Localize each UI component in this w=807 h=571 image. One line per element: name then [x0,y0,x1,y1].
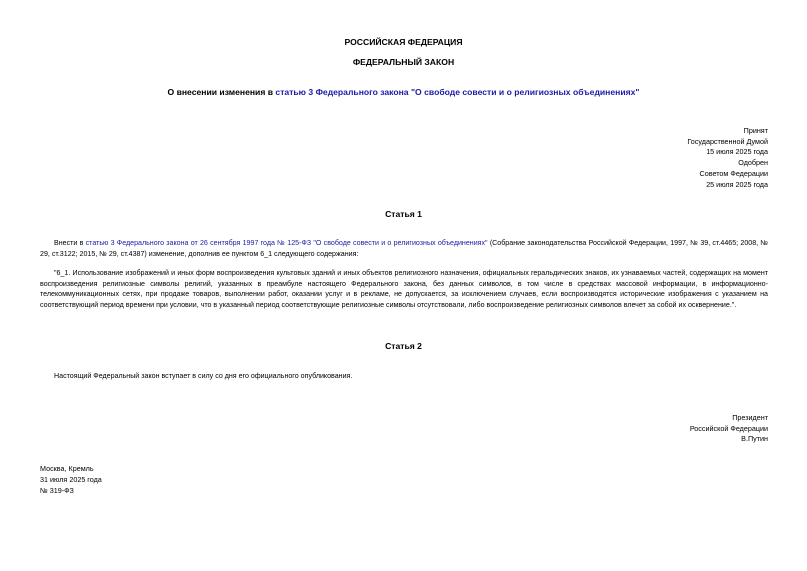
article2-text: Настоящий Федеральный закон вступает в силу со дня его официального опубликования. [54,372,353,380]
place-line: № 319-ФЗ [40,485,74,495]
article1-link[interactable]: статью 3 Федерального закона от 26 сентября 1997 года № 125-ФЗ "О свободе совести и о религиозных объединениях" [85,239,488,247]
place-line: 31 июля 2025 года [40,474,102,484]
signature-line: В.Путин [741,434,768,444]
article1-paragraph [40,238,768,259]
article1-prefix: Внести в [54,239,86,247]
article1-heading: Статья 1 [385,209,422,219]
adoption-block [568,126,768,190]
place-block [40,464,102,496]
law-type-heading: ФЕДЕРАЛЬНЫЙ ЗАКОН [352,57,455,67]
signature-line: Президент [732,413,768,422]
adoption-line: 15 июля 2025 года [706,147,768,157]
federation-heading: РОССИЙСКАЯ ФЕДЕРАЦИЯ [344,37,463,47]
adoption-line: Принят [743,126,768,135]
adoption-line: Государственной Думой [687,136,768,146]
law-title-link[interactable]: статью 3 Федерального закона "О свободе совести и о религиозных объединениях" [275,87,640,97]
signature-line: Российской Федерации [689,423,768,433]
article2-heading: Статья 2 [385,341,422,351]
adoption-line: 25 июля 2025 года [706,179,768,189]
signature-block [568,413,768,445]
adoption-line: Советом Федерации [699,168,768,178]
law-title [0,87,807,97]
place-line: Москва, Кремль [40,464,94,473]
adoption-line: Одобрен [738,158,768,168]
law-title-prefix: О внесении изменения в [167,87,276,97]
article1-suffix: (Собрание законодательства Российской Федерации, 1997, № 39, ст.4465; 2008, № 29, ст.3122; 2015, № 29, ст.4387) изменение, дополнив ее пунктом 6_1 следующего содержания: [40,239,768,258]
article1-quote: "6_1. Использование изображений и иных форм воспроизведения культовых зданий и иных объектов религиозного назначения, официальных геральдических знаков, их узнаваемых частей, содержащих на момент воспроизведения религиозные символы религий, указанных в преамбуле настоящего Федерального закона, без данных символов, в том числе в средствах массовой информации, в информационно-телекоммуникационных сетях, при продаже товаров, выполнении работ, оказании услуг и в рекламе, не допускается, за исключением случаев, если воспроизводятся исторические изображения с указанием на соответствующий период времени при условии, что в указанный период соответствующие религиозные символы отсутствовали, либо воспроизведение религиозных символов влечет за собой их осквернение.". [40,269,768,309]
